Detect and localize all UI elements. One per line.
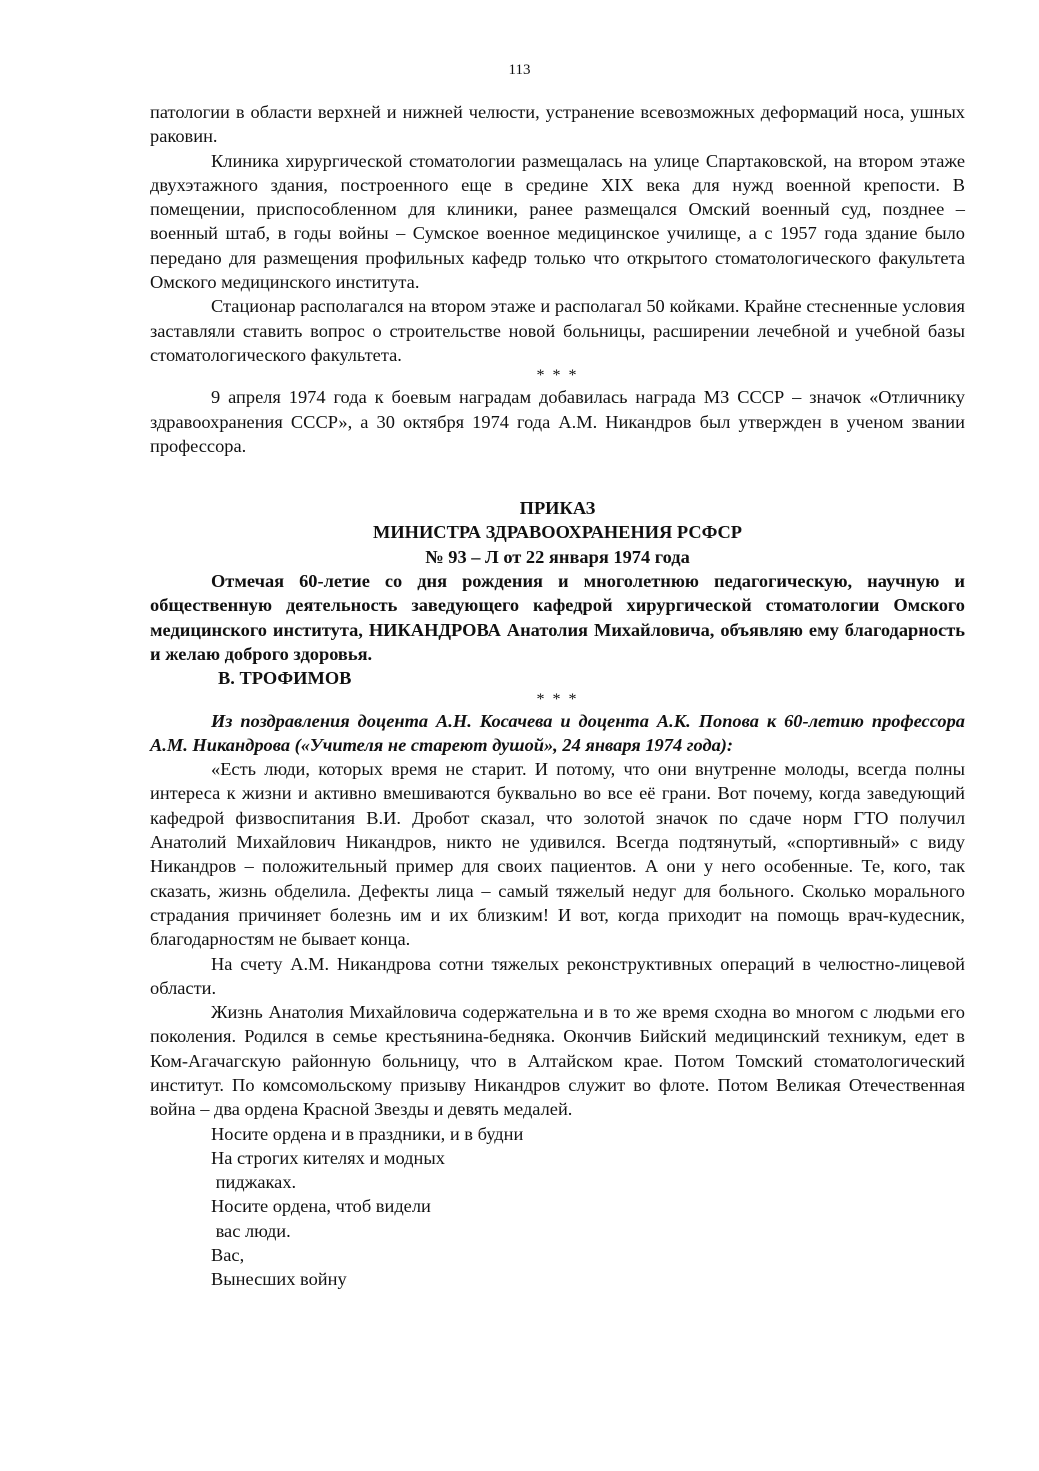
order-title: ПРИКАЗ xyxy=(519,498,596,519)
section-separator: * * * xyxy=(536,367,579,385)
quote-paragraph-3: Жизнь Анатолия Михайловича содержательна и в то же время сходна во многом с людьми его поколения. Родился в семье крестьянина-бедняка. Окончив Бийский медицинский техникум, едет в Ком-Агачагскую районную больницу, что в Алтайском крае. Потом Томский стоматологический институт. По комсомольскому призыву Никандров служит во флоте. Потом Великая Отечественная война – два ордена Красной Звезды и девять медалей. xyxy=(150,1002,965,1120)
poem-line: Вынесших войну xyxy=(211,1269,347,1290)
paragraph-hospital: Стационар располагался на втором этаже и располагал 50 койками. Крайне стесненные условия заставляли ставить вопрос о строительстве новой больницы, расширении лечебной и учебной базы стоматологического факультета. xyxy=(150,296,965,365)
paragraph-clinic: Клиника хирургической стоматологии размещалась на улице Спартаковской, на втором этаже двухэтажного здания, построенного еще в средине XIX века для нужд военной крепости. В помещении, приспособленном для клиники, ранее размещался Омский военный суд, позднее – военный штаб, в годы войны – Сумское военное медицинское училище, а с 1957 года здание было передано для размещения профильных кафедр только что открытого стоматологического факультета Омского медицинского института. xyxy=(150,150,965,293)
order-signature: В. ТРОФИМОВ xyxy=(218,668,352,689)
paragraph-award: 9 апреля 1974 года к боевым наградам добавилась награда МЗ СССР – значок «Отличнику здравоохранения СССР», а 30 октября 1974 года А.М. Никандров был утвержден в ученом звании профессора. xyxy=(150,387,965,456)
order-text: Отмечая 60-летие со дня рождения и многолетнюю педагогическую, научную и общественную деятельность заведующего кафедрой хирургической стоматологии Омского медицинского института, НИКАНДРОВА Анатолия Михайловича, объявляю ему благодарность и желаю доброго здоровья. xyxy=(150,571,965,664)
quote-paragraph-1: «Есть люди, которых время не старит. И потому, что они внутренне молоды, всегда полны интереса к жизни и активно вмешиваются буквально во все её грани. Вот почему, когда заведующий кафедрой физвоспитания В.И. Дробот сказал, что золотой значок по сдаче норм ГТО получил Анатолий Михайлович Никандров, никто не удивился. Всегда подтянутый, «спортивный» с виду Никандров – положительный пример для своих пациентов. А они у него особенные. Те, кого, так сказать, жизнь обделила. Дефекты лица – самый тяжелый недуг для больного. Сколько морального страдания причиняет болезнь им и их близким! И вот, когда приходит на помощь врач-кудесник, благодарностям не бывает конца. xyxy=(150,759,965,950)
poem-line: Носите ордена, чтоб видели xyxy=(211,1196,431,1217)
section-separator: * * * xyxy=(536,690,579,708)
quote-paragraph-2: На счету А.М. Никандрова сотни тяжелых реконструктивных операций в челюстно-лицевой области. xyxy=(150,953,965,998)
page-number: 113 xyxy=(508,62,531,78)
poem-line: На строгих кителях и модных xyxy=(211,1147,445,1168)
poem-line: Вас, xyxy=(211,1245,245,1266)
congrats-heading: Из поздравления доцента А.Н. Косачева и доцента А.К. Попова к 60-летию профессора А.М. Никандрова («Учителя не стареют душой», 24 января 1974 года): xyxy=(150,710,965,755)
poem-line: пиджаках. xyxy=(211,1172,297,1193)
spacer xyxy=(150,458,965,496)
poem-line: вас люди. xyxy=(211,1220,291,1241)
poem-line: Носите ордена и в праздники, и в будни xyxy=(211,1123,524,1144)
page-body xyxy=(150,100,965,1292)
order-number: № 93 – Л от 22 января 1974 года xyxy=(425,546,690,567)
paragraph-intro: патологии в области верхней и нижней челюсти, устранение всевозможных деформаций носа, ушных раковин. xyxy=(150,102,965,147)
order-issuer: МИНИСТРА ЗДРАВООХРАНЕНИЯ РСФСР xyxy=(373,522,742,543)
